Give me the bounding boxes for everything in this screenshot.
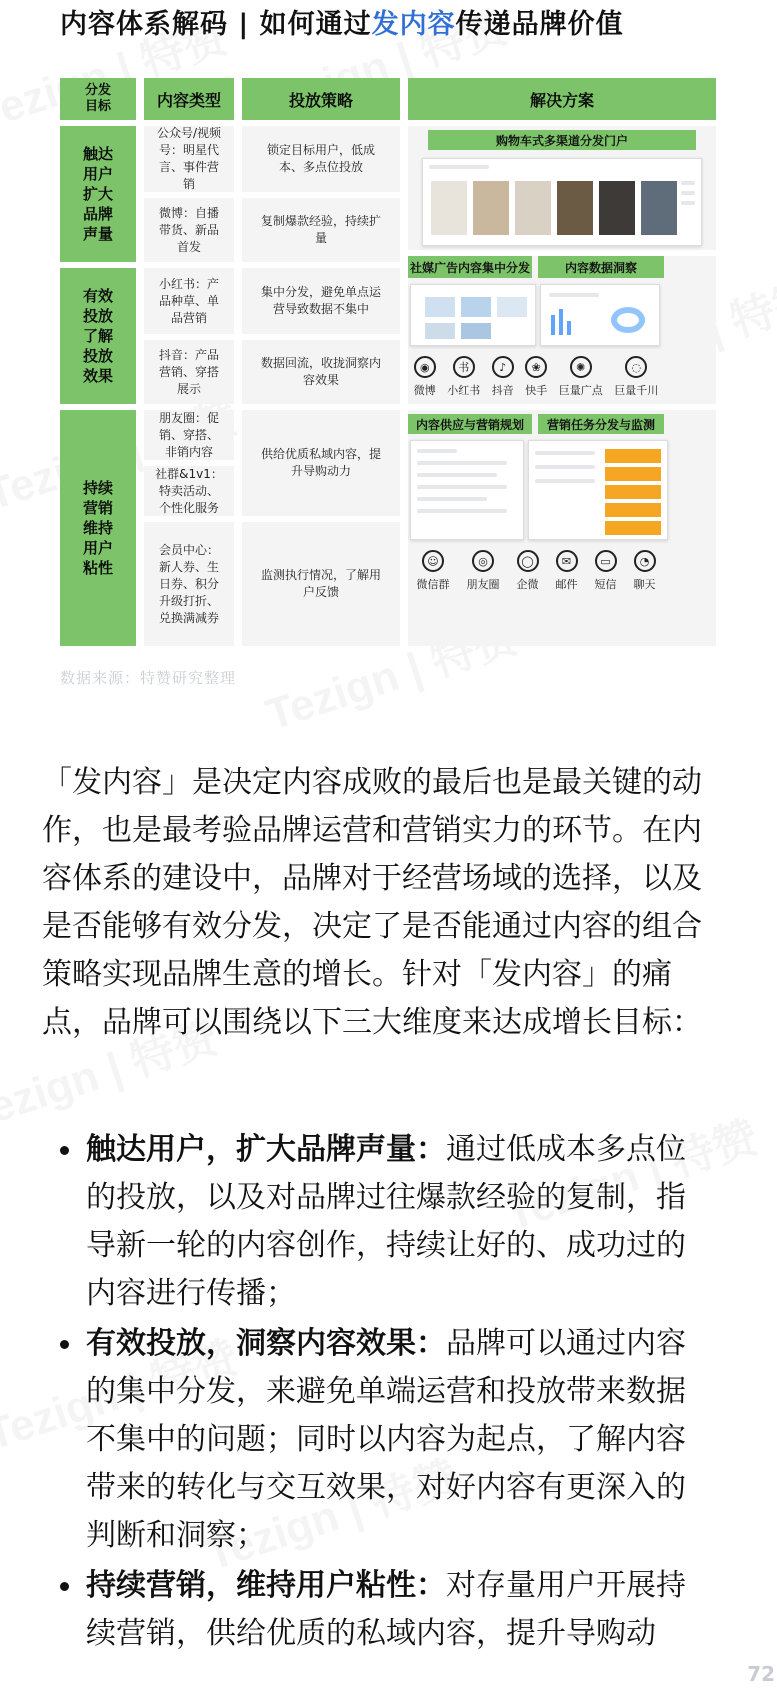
supply-screenshot	[410, 440, 524, 540]
strategy-cell: 监测执行情况，了解用户反馈	[242, 522, 400, 646]
chat-icon: ◔	[634, 550, 656, 572]
paragraph-line: 点，品牌可以围绕以下三大维度来达成增长目标：	[42, 1005, 702, 1040]
platform-label: 抖音	[491, 384, 514, 397]
platform-item	[559, 356, 603, 400]
content-type-cell: 微博：自播带货、新品首发	[144, 198, 234, 262]
solution-panel-marketing	[408, 410, 716, 646]
juliang-qianchuan-icon: ◌	[625, 356, 647, 378]
content-type-cell: 公众号/视频号：明星代言、事件营销	[144, 126, 234, 192]
bullet-line	[86, 1562, 756, 1610]
page-title	[60, 2, 624, 41]
solution-panel-portal	[408, 126, 716, 250]
platform-item	[414, 356, 436, 400]
platform-label: 邮件	[555, 578, 578, 591]
paragraph-line: 「发内容」是决定内容成败的最后也是最关键的动	[42, 765, 702, 800]
juliang-guangdian-icon: ✺	[570, 356, 592, 378]
content-type-cell: 社群&1v1：特卖活动、个性化服务	[144, 466, 234, 516]
bullet-line	[86, 1416, 756, 1464]
platform-item	[614, 356, 658, 400]
platform-label: 企微	[516, 578, 539, 591]
bullet-text: 的集中分发，来避免单端运营和投放带来数据	[86, 1374, 686, 1409]
bullet-line	[86, 1270, 756, 1318]
platform-item	[556, 550, 578, 594]
goal-retention: 持续营销维持用户粘性	[60, 410, 136, 646]
bullet-lead: 持续营销，维持用户粘性：	[86, 1568, 446, 1603]
bullet-item	[56, 1320, 756, 1560]
platform-item	[447, 356, 480, 400]
platform-icons-bottom	[408, 550, 664, 594]
bullet-line	[86, 1512, 756, 1560]
bullet-text: 导新一轮的内容创作，持续让好的、成功过的	[86, 1228, 686, 1263]
social-screenshot	[410, 284, 536, 346]
bullet-line	[86, 1222, 756, 1270]
strategy-cell: 锁定目标用户，低成本、多点位投放	[242, 126, 400, 192]
solution-supply-label: 内容供应与营销规划	[408, 414, 532, 434]
bullet-line	[86, 1368, 756, 1416]
goal-reach: 触达用户扩大品牌声量	[60, 126, 136, 262]
platform-item	[417, 550, 450, 594]
strategy-cell: 复制爆款经验，持续扩量	[242, 198, 400, 262]
kuaishou-icon: ❀	[525, 356, 547, 378]
header-content-type: 内容类型	[144, 78, 234, 120]
content-type-cell: 抖音：产品营销、穿搭展示	[144, 340, 234, 404]
wecom-icon: ◯	[517, 550, 539, 572]
bullet-text: 内容进行传播；	[86, 1276, 296, 1311]
sms-icon: ▭	[595, 550, 617, 572]
moments-icon: ◎	[472, 550, 494, 572]
strategy-cell: 集中分发，避免单点运营导致数据不集中	[242, 268, 400, 334]
platform-label: 巨量千川	[614, 384, 659, 397]
platform-item	[517, 550, 539, 594]
solution-task-label: 营销任务分发与监测	[538, 414, 664, 434]
bullet-lead: 触达用户，扩大品牌声量：	[86, 1132, 446, 1167]
insight-screenshot	[540, 284, 660, 346]
bullet-item	[56, 1562, 756, 1658]
xiaohongshu-icon: 书	[453, 356, 475, 378]
title-pre: 内容体系解码 | 如何通过	[60, 9, 372, 40]
bullet-line	[86, 1610, 756, 1658]
bullet-list	[56, 1126, 756, 1660]
title-highlight: 发内容	[371, 9, 456, 40]
bullet-text: 不集中的问题；同时以内容为起点，了解内容	[86, 1422, 686, 1457]
wechat-group-icon: ☺	[422, 550, 444, 572]
douyin-icon: ♪	[492, 356, 514, 378]
paragraph-line: 作，也是最考验品牌运营和营销实力的环节。在内	[42, 813, 702, 848]
portal-screenshot	[422, 158, 702, 246]
bullet-dot-icon	[60, 1582, 69, 1591]
solution-portal-label: 购物车式多渠道分发门户	[428, 130, 696, 150]
header-solution: 解决方案	[408, 78, 716, 120]
bullet-dot-icon	[60, 1340, 69, 1349]
platform-item	[634, 550, 656, 594]
platform-label: 微博	[413, 384, 436, 397]
solution-panel-social	[408, 256, 716, 404]
solution-insight-label: 内容数据洞察	[538, 256, 664, 278]
bullet-text: 判断和洞察；	[86, 1518, 266, 1553]
bullet-item	[56, 1126, 756, 1318]
bullet-text: 的投放，以及对品牌过往爆款经验的复制，指	[86, 1180, 686, 1215]
platform-icons-top	[408, 356, 664, 400]
platform-item	[595, 550, 617, 594]
data-source: 数据来源：特赞研究整理	[60, 669, 237, 687]
strategy-cell: 数据回流，收拢洞察内容效果	[242, 340, 400, 404]
bullet-text: 通过低成本多点位	[446, 1132, 686, 1167]
bullet-dot-icon	[60, 1146, 69, 1155]
bullet-line	[86, 1464, 756, 1512]
solution-social-label: 社媒广告内容集中分发	[408, 256, 532, 278]
bullet-text: 带来的转化与交互效果，对好内容有更深入的	[86, 1470, 686, 1505]
strategy-cell: 供给优质私域内容，提升导购动力	[242, 410, 400, 516]
bullet-line	[86, 1320, 756, 1368]
title-post: 传递品牌价值	[455, 9, 624, 40]
paragraph-line: 容体系的建设中，品牌对于经营场域的选择，以及	[42, 861, 702, 896]
platform-label: 巨量广点	[558, 384, 603, 397]
email-icon: ✉	[556, 550, 578, 572]
bullet-text: 品牌可以通过内容	[446, 1326, 686, 1361]
paragraph-line: 策略实现品牌生意的增长。针对「发内容」的痛	[42, 957, 672, 992]
platform-label: 朋友圈	[466, 578, 500, 591]
platform-label: 聊天	[633, 578, 656, 591]
intro-paragraph	[42, 759, 742, 1047]
platform-label: 微信群	[416, 578, 450, 591]
bullet-line	[86, 1174, 756, 1222]
content-type-cell: 小红书：产品种草、单品营销	[144, 268, 234, 334]
platform-item	[492, 356, 514, 400]
content-type-cell: 会员中心：新人券、生日券、积分升级打折、兑换满减券	[144, 522, 234, 646]
bullet-text: 续营销，供给优质的私域内容，提升导购动	[86, 1616, 656, 1651]
platform-label: 快手	[525, 384, 548, 397]
header-strategy: 投放策略	[242, 78, 400, 120]
platform-label: 短信	[594, 578, 617, 591]
header-goal: 分发目标	[60, 78, 136, 120]
content-type-cell: 朋友圈：促销、穿搭、非销内容	[144, 410, 234, 460]
weibo-icon: ◉	[414, 356, 436, 378]
platform-label: 小红书	[447, 384, 481, 397]
platform-item	[525, 356, 547, 400]
bullet-lead: 有效投放，洞察内容效果：	[86, 1326, 446, 1361]
content-distribution-diagram	[60, 78, 716, 646]
task-screenshot	[528, 440, 668, 540]
paragraph-line: 是否能够有效分发，决定了是否能通过内容的组合	[42, 909, 702, 944]
bullet-line	[86, 1126, 756, 1174]
goal-effective: 有效投放了解投放效果	[60, 268, 136, 404]
platform-item	[467, 550, 500, 594]
bullet-text: 对存量用户开展持	[446, 1568, 686, 1603]
page-number: 72	[747, 1662, 775, 1686]
